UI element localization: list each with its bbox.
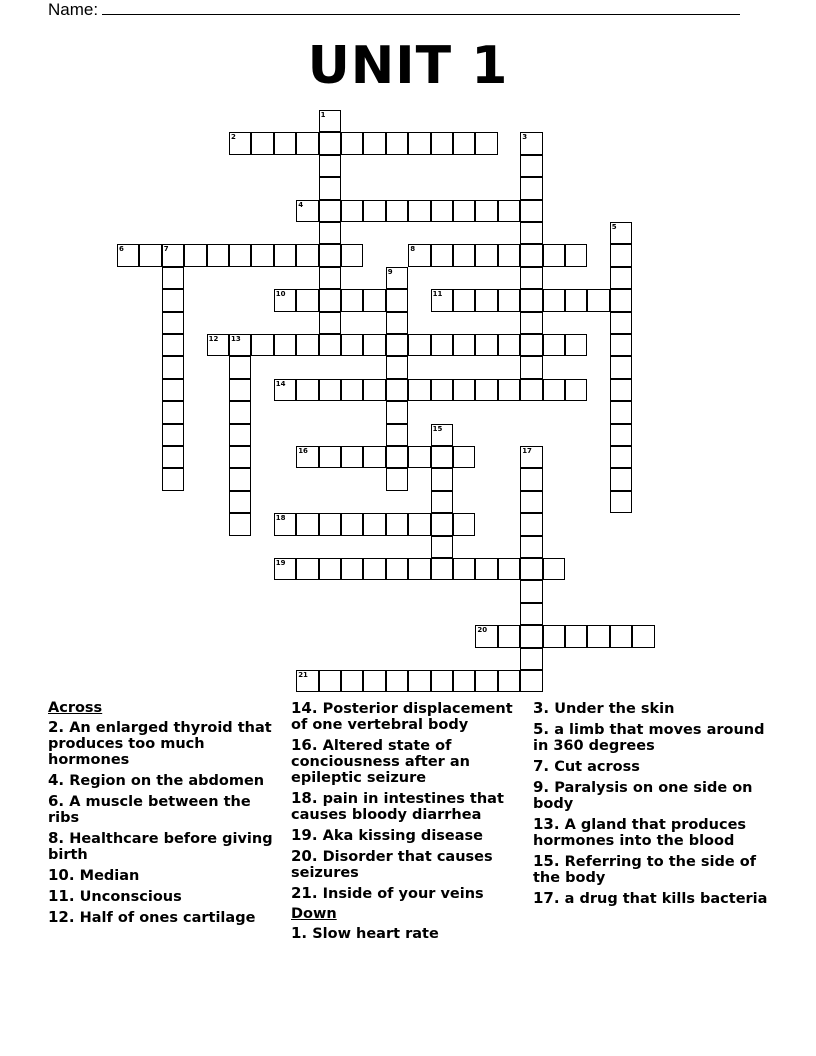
crossword-cell[interactable] — [520, 558, 542, 580]
crossword-cell[interactable] — [408, 558, 430, 580]
crossword-cell[interactable] — [296, 334, 318, 356]
crossword-cell[interactable] — [386, 446, 408, 468]
clue-across-10: 10. Median — [48, 866, 140, 884]
crossword-cell[interactable] — [341, 244, 363, 266]
crossword-cell[interactable] — [520, 200, 542, 222]
crossword-cell[interactable] — [296, 558, 318, 580]
crossword-cell[interactable] — [408, 513, 430, 535]
crossword-cell[interactable] — [453, 200, 475, 222]
clue-number: 15 — [432, 424, 443, 433]
clue-down-15: 15. Referring to the side of the body — [533, 852, 757, 886]
crossword-cell[interactable] — [610, 491, 632, 513]
crossword-cell[interactable] — [386, 424, 408, 446]
crossword-cell[interactable] — [162, 379, 184, 401]
crossword-cell[interactable] — [453, 334, 475, 356]
crossword-cell[interactable] — [319, 379, 341, 401]
clue-across-2: 2. An enlarged thyroid that produces too much hormones — [48, 718, 272, 768]
clue-number: 14 — [275, 379, 286, 388]
crossword-cell[interactable] — [341, 334, 363, 356]
crossword-cell[interactable] — [229, 491, 251, 513]
clue-across-6: 6. A muscle between the ribs — [48, 792, 251, 826]
crossword-cell[interactable] — [520, 603, 542, 625]
crossword-cell[interactable] — [341, 200, 363, 222]
clue-across-8: 8. Healthcare before giving birth — [48, 829, 273, 863]
clue-across-14: 14. Posterior displacement of one vertebral body — [291, 699, 513, 733]
crossword-cell[interactable] — [229, 334, 251, 356]
crossword-cell[interactable] — [610, 244, 632, 266]
crossword-cell[interactable] — [610, 424, 632, 446]
crossword-cell[interactable] — [475, 132, 497, 154]
crossword-cell[interactable] — [386, 267, 408, 289]
crossword-cell[interactable] — [431, 132, 453, 154]
crossword-cell[interactable] — [610, 334, 632, 356]
crossword-cell[interactable] — [498, 289, 520, 311]
crossword-cell[interactable] — [475, 244, 497, 266]
crossword-cell[interactable] — [162, 468, 184, 490]
crossword-cell[interactable] — [229, 244, 251, 266]
crossword-cell[interactable] — [565, 334, 587, 356]
across-heading: Across — [48, 700, 103, 716]
crossword-cell[interactable] — [431, 289, 453, 311]
clue-column-2 — [291, 700, 519, 946]
clue-number: 9 — [387, 267, 393, 276]
crossword-cell[interactable] — [520, 334, 542, 356]
crossword-cell[interactable] — [319, 132, 341, 154]
crossword-cell[interactable] — [543, 289, 565, 311]
crossword-cell[interactable] — [319, 267, 341, 289]
crossword-cell[interactable] — [386, 670, 408, 692]
crossword-cell[interactable] — [117, 244, 139, 266]
clue-number: 19 — [275, 559, 286, 567]
clue-column-3 — [533, 700, 773, 911]
crossword-cell[interactable] — [251, 244, 273, 266]
clue-number: 4 — [298, 200, 304, 209]
crossword-cell[interactable] — [431, 536, 453, 558]
crossword-cell[interactable] — [520, 267, 542, 289]
crossword-cell[interactable] — [229, 424, 251, 446]
clue-number: 11 — [432, 290, 443, 299]
crossword-cell[interactable] — [610, 312, 632, 334]
crossword-cell[interactable] — [386, 334, 408, 356]
crossword-cell[interactable] — [431, 491, 453, 513]
crossword-cell[interactable] — [296, 289, 318, 311]
crossword-cell[interactable] — [251, 334, 273, 356]
crossword-cell[interactable] — [565, 625, 587, 647]
crossword-cell[interactable] — [319, 289, 341, 311]
crossword-cell[interactable] — [363, 446, 385, 468]
crossword-cell[interactable] — [498, 379, 520, 401]
crossword-cell[interactable] — [319, 334, 341, 356]
crossword-cell[interactable] — [162, 312, 184, 334]
crossword-cell[interactable] — [319, 446, 341, 468]
crossword-cell[interactable] — [162, 446, 184, 468]
crossword-cell[interactable] — [431, 244, 453, 266]
crossword-cell[interactable] — [274, 379, 296, 401]
crossword-cell[interactable] — [520, 312, 542, 334]
crossword-cell[interactable] — [229, 401, 251, 423]
crossword-cell[interactable] — [408, 200, 430, 222]
crossword-cell[interactable] — [520, 670, 542, 692]
clue-down-17: 17. a drug that kills bacteria — [533, 889, 768, 907]
crossword-cell[interactable] — [296, 513, 318, 535]
clue-number: 18 — [275, 514, 286, 523]
clue-number: 2 — [231, 133, 236, 142]
crossword-cell[interactable] — [296, 446, 318, 468]
crossword-cell[interactable] — [229, 446, 251, 468]
crossword-cell[interactable] — [296, 132, 318, 154]
crossword-cell[interactable] — [520, 580, 542, 602]
crossword-cell[interactable] — [386, 200, 408, 222]
clue-across-4: 4. Region on the abdomen — [48, 771, 265, 789]
crossword-cell[interactable] — [319, 177, 341, 199]
crossword-cell[interactable] — [520, 132, 542, 154]
crossword-cell[interactable] — [453, 670, 475, 692]
clue-number: 7 — [163, 245, 169, 254]
crossword-cell[interactable] — [565, 379, 587, 401]
crossword-cell[interactable] — [431, 446, 453, 468]
crossword-cell[interactable] — [520, 177, 542, 199]
crossword-cell[interactable] — [296, 244, 318, 266]
crossword-cell[interactable] — [274, 289, 296, 311]
crossword-cell[interactable] — [408, 334, 430, 356]
crossword-cell[interactable] — [587, 625, 609, 647]
crossword-cell[interactable] — [498, 334, 520, 356]
crossword-cell[interactable] — [520, 222, 542, 244]
clue-number: 17 — [522, 447, 532, 455]
clue-number: 21 — [298, 671, 308, 679]
crossword-cell[interactable] — [610, 222, 632, 244]
crossword-cell[interactable] — [162, 244, 184, 266]
crossword-cell[interactable] — [543, 558, 565, 580]
crossword-cell[interactable] — [207, 244, 229, 266]
crossword-cell[interactable] — [431, 379, 453, 401]
crossword-cell[interactable] — [363, 558, 385, 580]
crossword-cell[interactable] — [386, 312, 408, 334]
crossword-cell[interactable] — [274, 558, 296, 580]
crossword-cell[interactable] — [610, 379, 632, 401]
crossword-cell[interactable] — [319, 200, 341, 222]
crossword-cell[interactable] — [386, 289, 408, 311]
crossword-cell[interactable] — [319, 222, 341, 244]
page-title: UNIT 1 — [307, 36, 509, 96]
crossword-cell[interactable] — [341, 513, 363, 535]
crossword-cell[interactable] — [274, 132, 296, 154]
crossword-cell[interactable] — [520, 468, 542, 490]
clue-across-16: 16. Altered state of conciousness after an epileptic seizure — [291, 736, 470, 786]
clue-down-1: 1. Slow heart rate — [291, 924, 439, 942]
clue-down-3: 3. Under the skin — [533, 699, 675, 717]
clue-down-13: 13. A gland that produces hormones into the blood — [533, 815, 747, 849]
clue-number: 10 — [275, 290, 286, 299]
crossword-cell[interactable] — [184, 244, 206, 266]
name-label: Name: — [48, 0, 99, 19]
crossword-cell[interactable] — [386, 468, 408, 490]
crossword-cell[interactable] — [363, 513, 385, 535]
crossword-cell[interactable] — [431, 558, 453, 580]
crossword-cell[interactable] — [498, 558, 520, 580]
crossword-cell[interactable] — [229, 132, 251, 154]
crossword-cell[interactable] — [386, 132, 408, 154]
crossword-cell[interactable] — [408, 132, 430, 154]
crossword-cell[interactable] — [139, 244, 161, 266]
crossword-cell[interactable] — [341, 670, 363, 692]
clue-number: 1 — [320, 111, 326, 119]
crossword-cell[interactable] — [274, 334, 296, 356]
crossword-cell[interactable] — [363, 334, 385, 356]
crossword-cell[interactable] — [520, 244, 542, 266]
crossword-cell[interactable] — [341, 132, 363, 154]
crossword-cell[interactable] — [520, 513, 542, 535]
clue-across-12: 12. Half of ones cartilage — [48, 908, 256, 926]
crossword-cell[interactable] — [475, 379, 497, 401]
crossword-cell[interactable] — [162, 267, 184, 289]
crossword-cell[interactable] — [543, 244, 565, 266]
crossword-cell[interactable] — [520, 446, 542, 468]
crossword-cell[interactable] — [386, 401, 408, 423]
crossword-cell[interactable] — [453, 132, 475, 154]
crossword-cell[interactable] — [162, 424, 184, 446]
clue-across-20: 20. Disorder that causes seizures — [291, 847, 493, 881]
crossword-cell[interactable] — [610, 625, 632, 647]
crossword-cell[interactable] — [162, 356, 184, 378]
crossword-cell[interactable] — [363, 379, 385, 401]
crossword-cell[interactable] — [453, 513, 475, 535]
clue-across-19: 19. Aka kissing disease — [291, 826, 483, 844]
crossword-cell[interactable] — [453, 379, 475, 401]
crossword-cell[interactable] — [610, 401, 632, 423]
crossword-cell[interactable] — [363, 670, 385, 692]
clue-number: 20 — [477, 626, 488, 635]
clue-number: 6 — [119, 245, 124, 254]
crossword-cell[interactable] — [341, 446, 363, 468]
crossword-cell[interactable] — [431, 334, 453, 356]
crossword-cell[interactable] — [520, 155, 542, 177]
crossword-cell[interactable] — [520, 491, 542, 513]
crossword-cell[interactable] — [386, 379, 408, 401]
crossword-cell[interactable] — [363, 289, 385, 311]
crossword-cell[interactable] — [408, 244, 430, 266]
clue-number: 3 — [522, 133, 528, 142]
crossword-cell[interactable] — [543, 625, 565, 647]
clue-down-5: 5. a limb that moves around in 360 degrees — [533, 720, 765, 754]
crossword-cell[interactable] — [274, 244, 296, 266]
crossword-cell[interactable] — [431, 513, 453, 535]
crossword-cell[interactable] — [475, 289, 497, 311]
crossword-cell[interactable] — [408, 446, 430, 468]
crossword-cell[interactable] — [296, 670, 318, 692]
crossword-cell[interactable] — [475, 558, 497, 580]
crossword-cell[interactable] — [543, 379, 565, 401]
crossword-cell[interactable] — [229, 356, 251, 378]
crossword-cell[interactable] — [162, 401, 184, 423]
crossword-cell[interactable] — [610, 468, 632, 490]
crossword-cell[interactable] — [520, 379, 542, 401]
clue-number: 5 — [611, 223, 617, 231]
crossword-cell[interactable] — [408, 670, 430, 692]
crossword-cell[interactable] — [296, 200, 318, 222]
clue-number: 8 — [410, 245, 416, 254]
crossword-cell[interactable] — [543, 334, 565, 356]
crossword-cell[interactable] — [341, 558, 363, 580]
down-heading: Down — [291, 906, 337, 922]
crossword-cell[interactable] — [431, 670, 453, 692]
crossword-cell[interactable] — [207, 334, 229, 356]
crossword-cell[interactable] — [229, 379, 251, 401]
crossword-cell[interactable] — [610, 289, 632, 311]
crossword-cell[interactable] — [363, 132, 385, 154]
crossword-cell[interactable] — [319, 670, 341, 692]
crossword-cell[interactable] — [475, 670, 497, 692]
crossword-cell[interactable] — [520, 625, 542, 647]
crossword-cell[interactable] — [386, 558, 408, 580]
crossword-cell[interactable] — [319, 312, 341, 334]
crossword-cell[interactable] — [520, 536, 542, 558]
crossword-cell[interactable] — [386, 513, 408, 535]
crossword-cell[interactable] — [520, 356, 542, 378]
crossword-cell[interactable] — [475, 200, 497, 222]
crossword-cell[interactable] — [319, 513, 341, 535]
crossword-cell[interactable] — [341, 379, 363, 401]
crossword-cell[interactable] — [386, 356, 408, 378]
crossword-cell[interactable] — [319, 110, 341, 132]
clue-down-9: 9. Paralysis on one side on body — [533, 778, 753, 812]
crossword-cell[interactable] — [431, 424, 453, 446]
crossword-cell[interactable] — [319, 558, 341, 580]
crossword-cell[interactable] — [229, 513, 251, 535]
crossword-cell[interactable] — [319, 155, 341, 177]
crossword-cell[interactable] — [453, 446, 475, 468]
crossword-cell[interactable] — [162, 334, 184, 356]
crossword-cell[interactable] — [251, 132, 273, 154]
crossword-cell[interactable] — [520, 289, 542, 311]
crossword-cell[interactable] — [498, 244, 520, 266]
clue-number: 12 — [208, 335, 219, 343]
crossword-cell[interactable] — [319, 244, 341, 266]
clue-down-7: 7. Cut across — [533, 757, 640, 775]
crossword-cell[interactable] — [498, 200, 520, 222]
crossword-cell[interactable] — [587, 289, 609, 311]
crossword-cell[interactable] — [453, 558, 475, 580]
clue-across-11: 11. Unconscious — [48, 887, 182, 905]
crossword-cell[interactable] — [565, 244, 587, 266]
crossword-cell[interactable] — [431, 200, 453, 222]
crossword-cell[interactable] — [229, 468, 251, 490]
crossword-cell[interactable] — [520, 648, 542, 670]
crossword-cell[interactable] — [610, 267, 632, 289]
clue-column-1 — [48, 700, 276, 930]
crossword-cell[interactable] — [408, 379, 430, 401]
crossword-cell[interactable] — [475, 625, 497, 647]
crossword-cell[interactable] — [610, 446, 632, 468]
crossword-cell[interactable] — [162, 289, 184, 311]
crossword-cell[interactable] — [498, 625, 520, 647]
clue-number: 13 — [231, 335, 241, 343]
crossword-cell[interactable] — [453, 244, 475, 266]
crossword-cell[interactable] — [475, 334, 497, 356]
crossword-cell[interactable] — [341, 289, 363, 311]
crossword-cell[interactable] — [431, 468, 453, 490]
crossword-cell[interactable] — [296, 379, 318, 401]
crossword-cell[interactable] — [610, 356, 632, 378]
crossword-cell[interactable] — [274, 513, 296, 535]
crossword-cell[interactable] — [498, 670, 520, 692]
crossword-cell[interactable] — [453, 289, 475, 311]
crossword-cell[interactable] — [363, 200, 385, 222]
clue-across-21: 21. Inside of your veins — [291, 884, 484, 902]
clue-across-18: 18. pain in intestines that causes bloody diarrhea — [291, 789, 504, 823]
crossword-cell[interactable] — [565, 289, 587, 311]
clue-number: 16 — [298, 447, 308, 455]
crossword-cell[interactable] — [632, 625, 654, 647]
